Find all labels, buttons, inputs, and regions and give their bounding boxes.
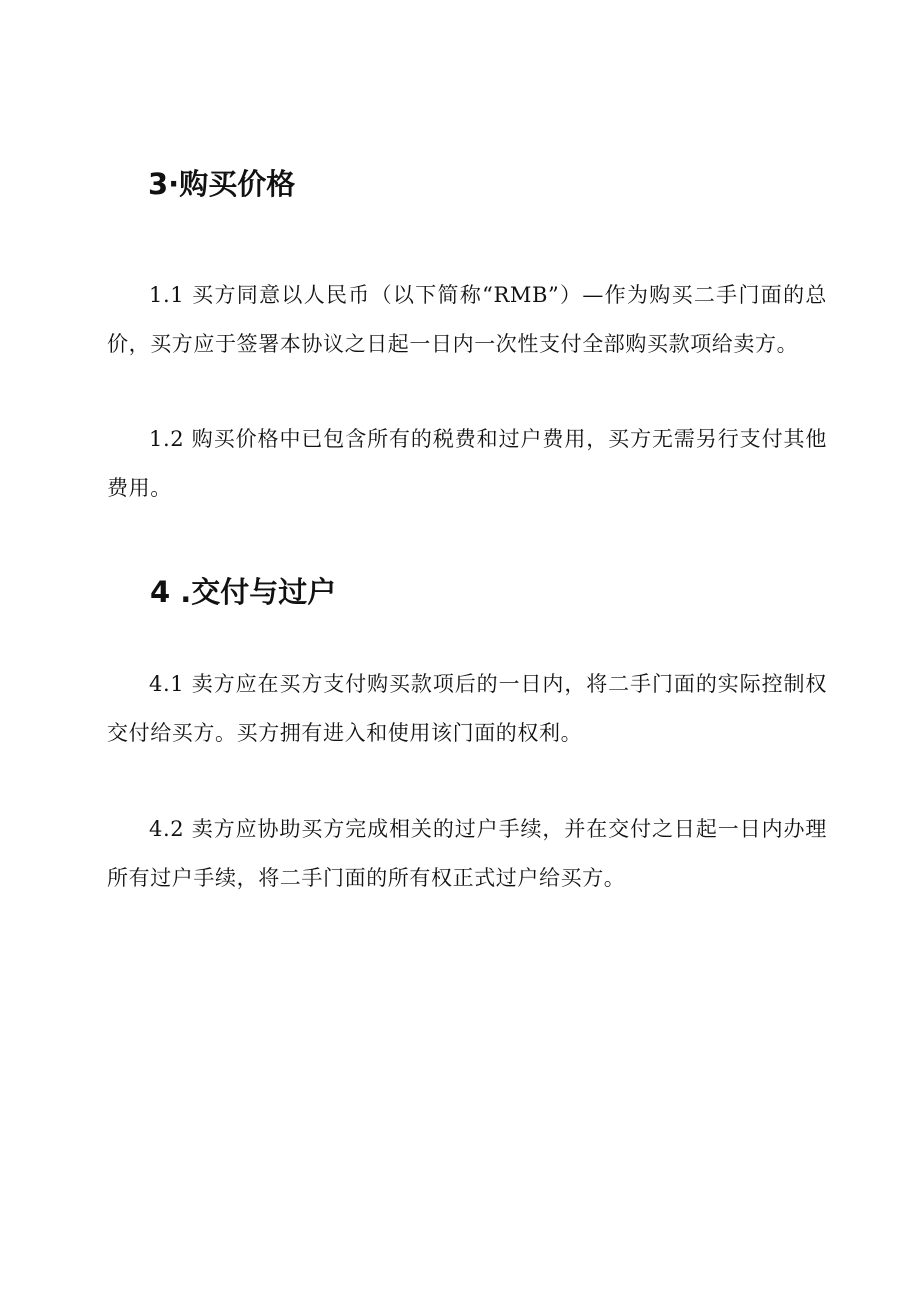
- clause-1-1: 1.1 买方同意以人民币（以下简称“RMB”）—作为购买二手门面的总价，买方应于签署本协议之日起一日内一次性支付全部购买款项给卖方。: [107, 283, 827, 356]
- clause-1-2: 1.2 购买价格中已包含所有的税费和过户费用，买方无需另行支付其他费用。: [107, 427, 827, 500]
- section-heading-delivery-transfer: 4 .交付与过户: [150, 575, 337, 609]
- clause-4-2: 4.2 卖方应协助买方完成相关的过户手续，并在交付之日起一日内办理所有过户手续，将二手门面的所有权正式过户给买方。: [107, 817, 827, 890]
- section-heading-purchase-price: 3·购买价格: [148, 167, 296, 201]
- clause-4-1: 4.1 卖方应在买方支付购买款项后的一日内，将二手门面的实际控制权交付给买方。买方拥有进入和使用该门面的权利。: [107, 672, 827, 745]
